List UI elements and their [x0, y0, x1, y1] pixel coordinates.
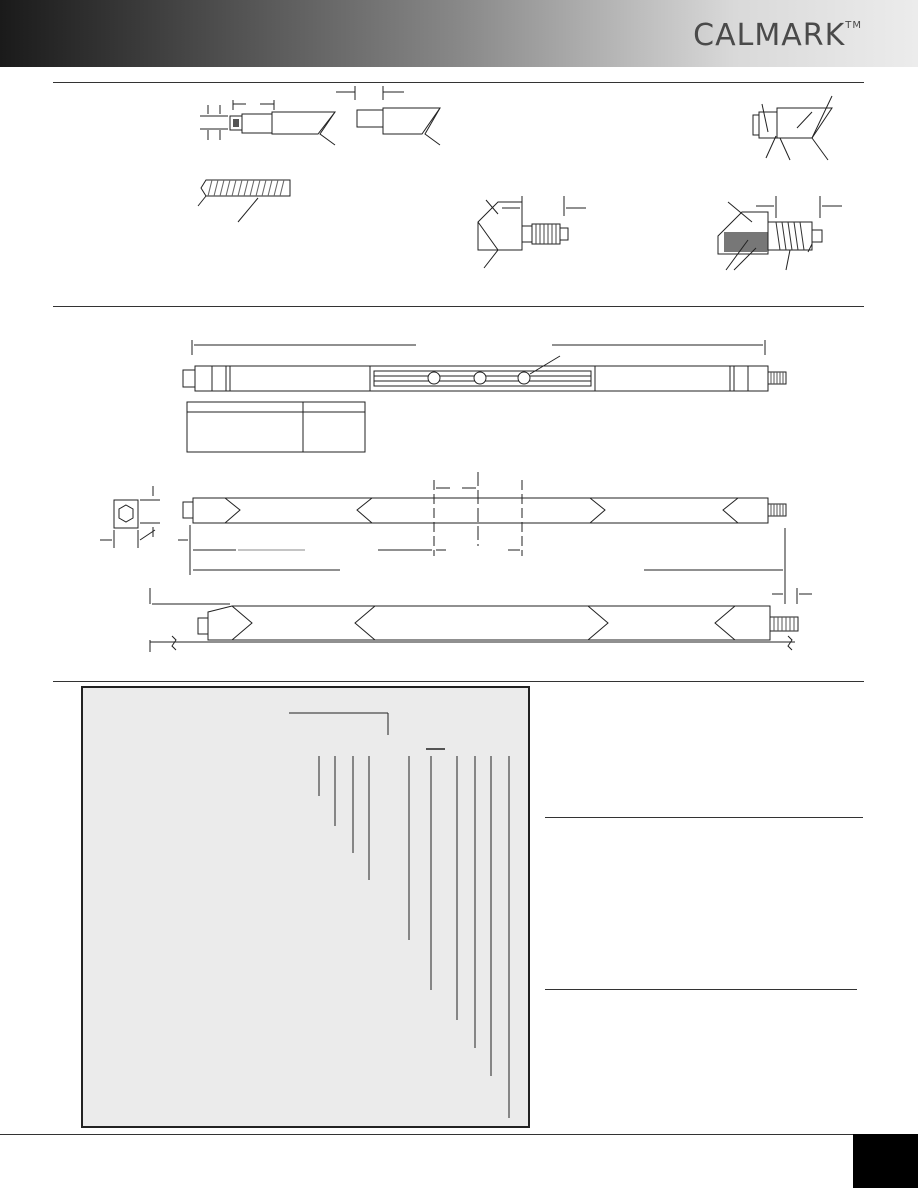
footer-rule — [0, 1134, 918, 1135]
rod-with-sensor-window — [183, 340, 786, 391]
notes-divider-lower — [545, 989, 857, 990]
ordering-code-leaders — [83, 688, 532, 1130]
section-divider-lower — [53, 681, 864, 682]
dimension-table-sketch — [187, 402, 365, 452]
brand-name: CALMARK — [693, 18, 846, 53]
notes-divider-upper — [545, 817, 863, 818]
page-number-tab — [853, 1134, 918, 1188]
square-section-detail — [100, 486, 160, 548]
rod-with-grip-sections — [178, 472, 812, 604]
rod-side-view — [150, 588, 798, 652]
trademark-mark: TM — [845, 20, 862, 31]
ordering-code-panel — [81, 686, 530, 1128]
threaded-tip — [768, 372, 786, 384]
